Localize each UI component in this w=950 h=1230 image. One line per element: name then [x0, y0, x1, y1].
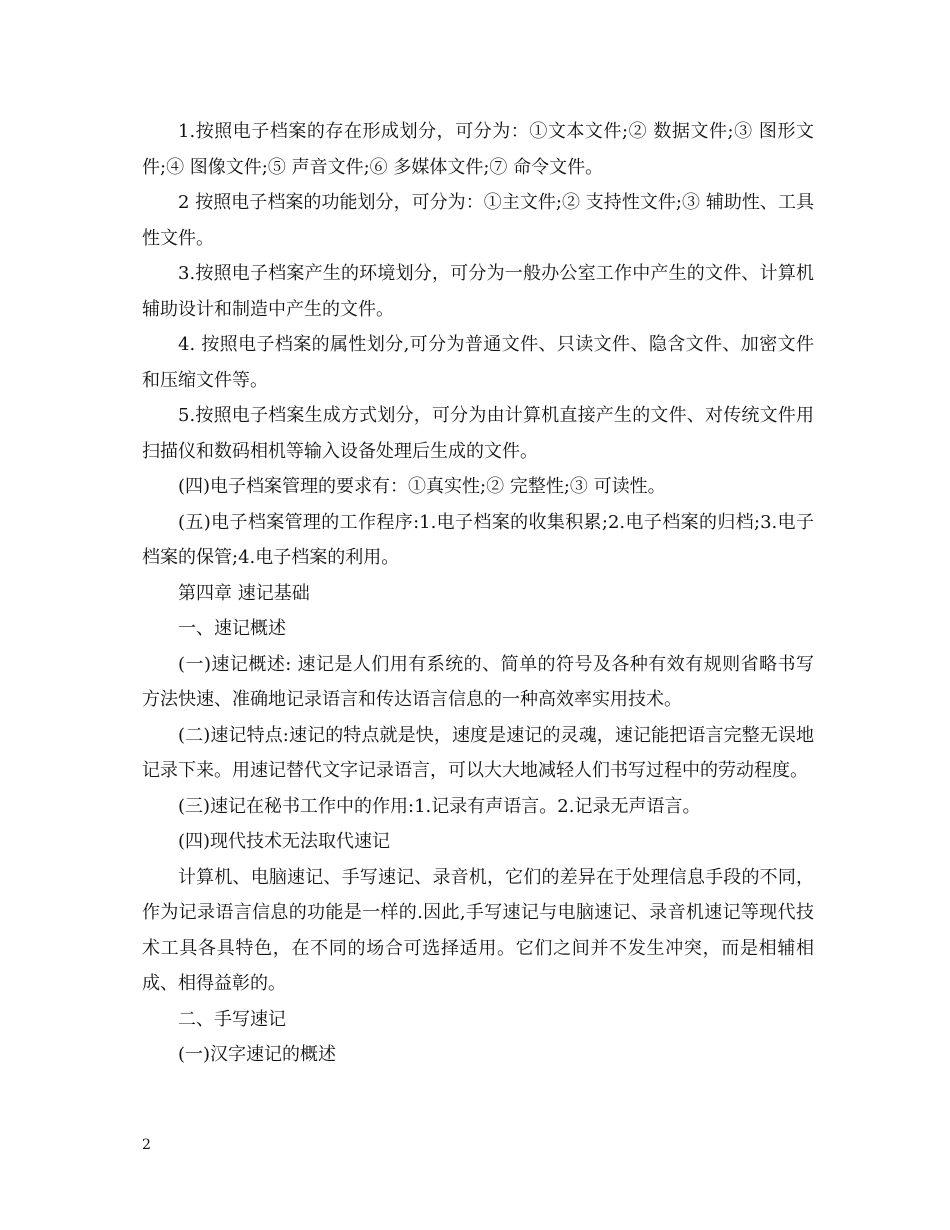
paragraph: 4. 按照电子档案的属性划分,可分为普通文件、只读文件、隐含文件、加密文件和压缩文件等。	[142, 334, 814, 391]
paragraph: (二)速记特点:速记的特点就是快，速度是速记的灵魂，速记能把语言完整无误地记录下来。用速记替代文字记录语言，可以大大地减轻人们书写过程中的劳动程度。	[142, 724, 814, 781]
subsection-heading: (一)汉字速记的概述	[178, 1044, 337, 1065]
paragraph: 3.按照电子档案产生的环境划分，可分为一般办公室工作中产生的文件、计算机辅助设计和制造中产生的文件。	[142, 263, 814, 320]
paragraph: 计算机、电脑速记、手写速记、录音机，它们的差异在于处理信息手段的不同，作为记录语言信息的功能是一样的.因此,手写速记与电脑速记、录音机速记等现代技术工具各具特色，在不同的场合可选择适用。它们之间并不发生冲突，而是相辅相成、相得益彰的。	[142, 866, 814, 994]
page-number: 2	[142, 1137, 151, 1153]
chapter-heading: 第四章 速记基础	[178, 582, 310, 604]
paragraph: (五)电子档案管理的工作程序:1.电子档案的收集积累;2.电子档案的归档;3.电子档案的保管;4.电子档案的利用。	[142, 511, 814, 568]
paragraph: 1.按照电子档案的存在形成划分，可分为：①文本文件;② 数据文件;③ 图形文件;④ 图像文件;⑤ 声音文件;⑥ 多媒体文件;⑦ 命令文件。	[142, 121, 814, 178]
section-heading: 一、速记概述	[178, 618, 286, 639]
paragraph: 2 按照电子档案的功能划分，可分为：①主文件;② 支持性文件;③ 辅助性、工具性文件。	[142, 192, 814, 249]
subsection-heading: (四)现代技术无法取代速记	[178, 831, 391, 852]
document-body	[142, 114, 814, 1073]
section-heading: 二、手写速记	[178, 1008, 286, 1030]
paragraph: (一)速记概述: 速记是人们用有系统的、简单的符号及各种有效有规则省略书写方法快速、准确地记录语言和传达语言信息的一种高效率实用技术。	[142, 653, 814, 710]
paragraph: 5.按照电子档案生成方式划分，可分为由计算机直接产生的文件、对传统文件用扫描仪和数码相机等输入设备处理后生成的文件。	[142, 405, 814, 462]
paragraph: (三)速记在秘书工作中的作用:1.记录有声语言。2.记录无声语言。	[178, 795, 701, 817]
paragraph: (四)电子档案管理的要求有：①真实性;② 完整性;③ 可读性。	[178, 476, 666, 497]
